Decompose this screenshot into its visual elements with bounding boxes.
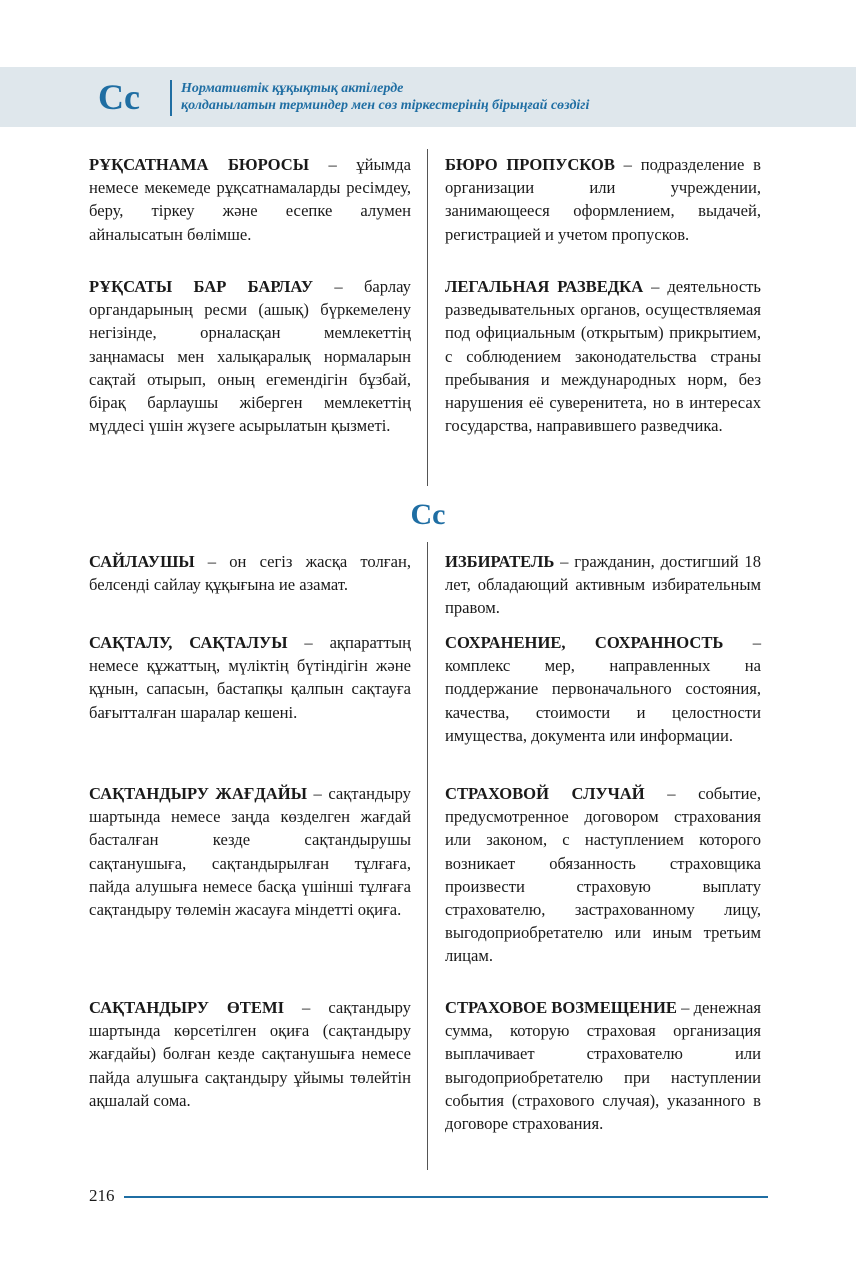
entry-definition: – событие, предусмотренное договором страхования или законом, с наступлением которого возникает обязанность страховщика произвести страховую выплату страхователю, застрахованному лицу, выгодоприобретателю или иным третьим лицам. bbox=[445, 784, 761, 966]
entry-ru bbox=[445, 996, 761, 1135]
entry-term: САҚТАНДЫРУ ЖАҒДАЙЫ bbox=[89, 784, 307, 803]
entry-definition: – гражданин, достигший 18 лет, обладающий активным избирательным правом. bbox=[445, 552, 761, 618]
entry-kk bbox=[89, 550, 411, 596]
entry-term: РҰҚСАТНАМА БЮРОСЫ bbox=[89, 155, 310, 174]
page-header bbox=[0, 67, 856, 127]
entry-definition: – ақпараттың немесе құжаттың, мүліктің бүтіндігін және құнын, сапасын, бастапқы қалпын сақтауға бағытталған шаралар кешені. bbox=[89, 633, 411, 722]
entry-ru bbox=[445, 275, 761, 437]
dictionary-title bbox=[181, 80, 781, 114]
dictionary-title-line1: Нормативтік құқықтық актілерде bbox=[181, 81, 404, 96]
entry-definition: – подразделение в организации или учреждении, занимающееся оформлением, выдачей, регистрацией и учетом пропусков. bbox=[445, 155, 762, 244]
entry-definition: – он сегіз жасқа толған, белсенді сайлау құқығына ие азамат. bbox=[89, 552, 411, 595]
entry-ru bbox=[445, 631, 761, 747]
entry-kk bbox=[89, 782, 411, 921]
entry-term: ИЗБИРАТЕЛЬ bbox=[445, 552, 555, 571]
column-divider-bottom bbox=[427, 542, 428, 1170]
entry-ru bbox=[445, 782, 761, 968]
section-letter: Cc bbox=[410, 498, 446, 531]
entry-kk bbox=[89, 996, 411, 1112]
entry-definition: – сақтандыру шартында көрсетілген оқиға (сақтандыру жағдайы) болған кезде сақтанушыға немесе пайда алушыға сақтандыру ұйымы төлейтін ақшалай сома. bbox=[89, 998, 411, 1110]
entry-ru bbox=[445, 550, 761, 620]
entry-definition: – ұйымда немесе мекемеде рұқсатнамаларды ресімдеу, беру, тіркеу және есепке алумен айналысатын бөлімше. bbox=[89, 155, 411, 244]
entry-term: РҰҚСАТЫ БАР БАРЛАУ bbox=[89, 277, 314, 296]
entry-term: СОХРАНЕНИЕ, СОХРАННОСТЬ bbox=[445, 633, 724, 652]
footer-rule bbox=[124, 1196, 768, 1198]
header-separator bbox=[170, 80, 172, 116]
entry-term: ЛЕГАЛЬНАЯ РАЗВЕДКА bbox=[445, 277, 644, 296]
dictionary-title-line2: қолданылатын терминдер мен сөз тіркестерінің бірыңғай сөздігі bbox=[181, 98, 590, 113]
entry-definition: – сақтандыру шартында немесе заңда көзделген жағдай басталған кезде сақтандырушы сақтанушыға, сақтандырылған тұлғаға, пайда алушыға немесе басқа үшінші тұлғаға сақтандыру төлемін жасауға міндетті оқиға. bbox=[89, 784, 411, 920]
column-divider-top bbox=[427, 149, 428, 486]
entry-ru bbox=[445, 153, 761, 246]
entry-kk bbox=[89, 631, 411, 724]
entry-term: СТРАХОВОЕ ВОЗМЕЩЕНИЕ bbox=[445, 998, 677, 1017]
entry-kk bbox=[89, 153, 411, 246]
entry-term: САЙЛАУШЫ bbox=[89, 552, 195, 571]
entry-term: САҚТАНДЫРУ ӨТЕМІ bbox=[89, 998, 285, 1017]
entry-kk bbox=[89, 275, 411, 437]
page-number: 216 bbox=[89, 1186, 115, 1205]
entry-definition: – комплекс мер, направленных на поддержание первоначального состояния, качества, стоимости и целостности имущества, документа или информации. bbox=[445, 633, 761, 745]
entry-definition: – денежная сумма, которую страховая организация выплачивает страхователю или выгодоприобретателю при наступлении события (страхового случая), указанного в договоре страхования. bbox=[445, 998, 761, 1134]
entry-term: БЮРО ПРОПУСКОВ bbox=[445, 155, 615, 174]
entry-term: САҚТАЛУ, САҚТАЛУЫ bbox=[89, 633, 288, 652]
entry-term: СТРАХОВОЙ СЛУЧАЙ bbox=[445, 784, 645, 803]
header-letter: Cc bbox=[98, 77, 140, 117]
entry-definition: – деятельность разведывательных органов, осуществляемая под официальным (открытым) прикрытием, с соблюдением законодательства страны пребывания и международных норм, без нарушения её суверенитета, но в интересах государства, направившего разведчика. bbox=[445, 277, 761, 436]
entry-definition: – барлау органдарының ресми (ашық) бүркемелену негізінде, орналасқан мемлекеттің заңнамасы мен халықаралық нормаларын сақтай отырып, оның егемендігін бұзбай, бірақ барлаушы жіберген мемлекеттің мүддесі үшін жүзеге асырылатын қызметі. bbox=[89, 277, 411, 436]
